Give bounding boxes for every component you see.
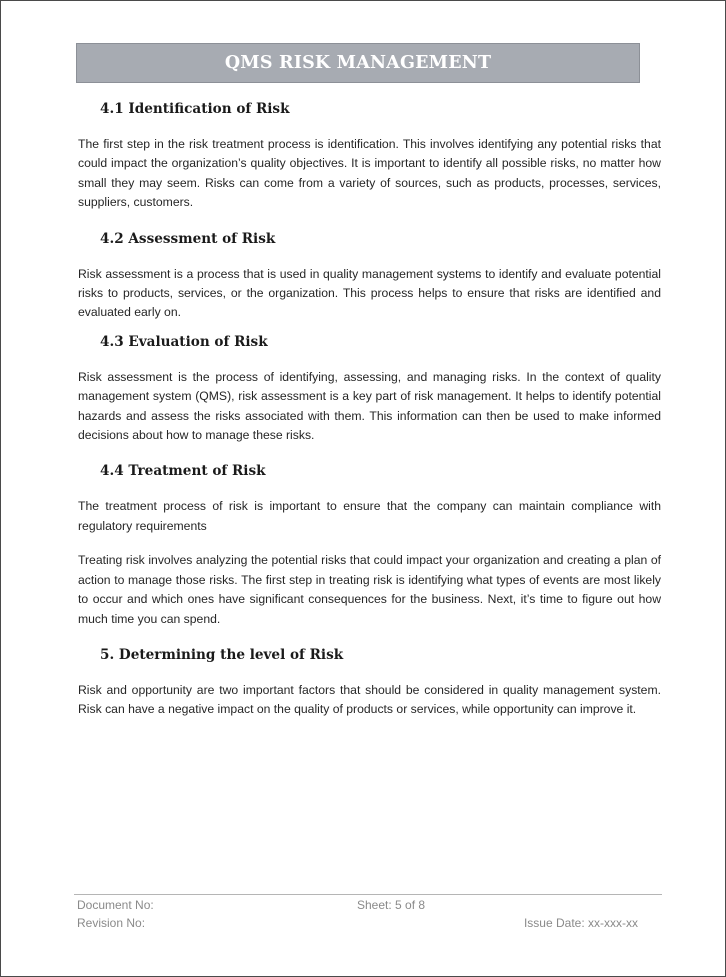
footer-issue-date: Issue Date: xx-xxx-xx — [523, 916, 638, 930]
section-paragraph: Risk assessment is the process of identifying, assessing, and managing risks. In the context of quality management system (QMS), risk assessment is a key part of risk management. It helps to identify potential hazards and assess the risks associated with them. This information can then be used to make informed decisions about how to manage these risks. — [78, 369, 661, 443]
section-paragraph: Risk and opportunity are two important factors that should be considered in quality management system. Risk can have a negative impact on the quality of products or services, while opportunity can improve it. — [78, 682, 661, 717]
section-heading-4-2: 4.2 Assessment of Risk — [100, 230, 276, 247]
footer-revision-no: Revision No: — [77, 916, 146, 930]
footer-document-no: Document No: — [77, 898, 154, 912]
section-heading-4-3: 4.3 Evaluation of Risk — [100, 333, 268, 350]
section-paragraph: The treatment process of risk is important to ensure that the company can maintain compliance with regulatory requirements — [78, 499, 661, 533]
document-body — [78, 97, 661, 720]
section-heading-4-1: 4.1 Identification of Risk — [100, 101, 290, 117]
section-heading-4-4: 4.4 Treatment of Risk — [100, 463, 266, 480]
section-paragraph: Treating risk involves analyzing the potential risks that could impact your organization and creating a plan of action to manage those risks. The first step in treating risk is identifying what types of events are most likely to occur and which ones have significant consequences for the business. Next, it’s time to figure out how much time you can spend. — [78, 553, 661, 626]
title-banner — [76, 43, 640, 83]
section-heading-5: 5. Determining the level of Risk — [100, 646, 344, 663]
footer-sheet: Sheet: 5 of 8 — [357, 898, 426, 912]
section-paragraph: Risk assessment is a process that is used in quality management systems to identify and evaluate potential risks to products, services, or the organization. This process helps to ensure that risks are identified and evaluated early on. — [78, 266, 661, 320]
page-footer — [74, 894, 662, 933]
page-title: QMS RISK MANAGEMENT — [224, 53, 492, 73]
section-paragraph: The first step in the risk treatment process is identification. This involves identifying any potential risks that could impact the organization’s quality objectives. It is important to identify all possible risks, no matter how small they may seem. Risks can come from a variety of sources, such as products, processes, services, suppliers, customers. — [78, 137, 661, 210]
